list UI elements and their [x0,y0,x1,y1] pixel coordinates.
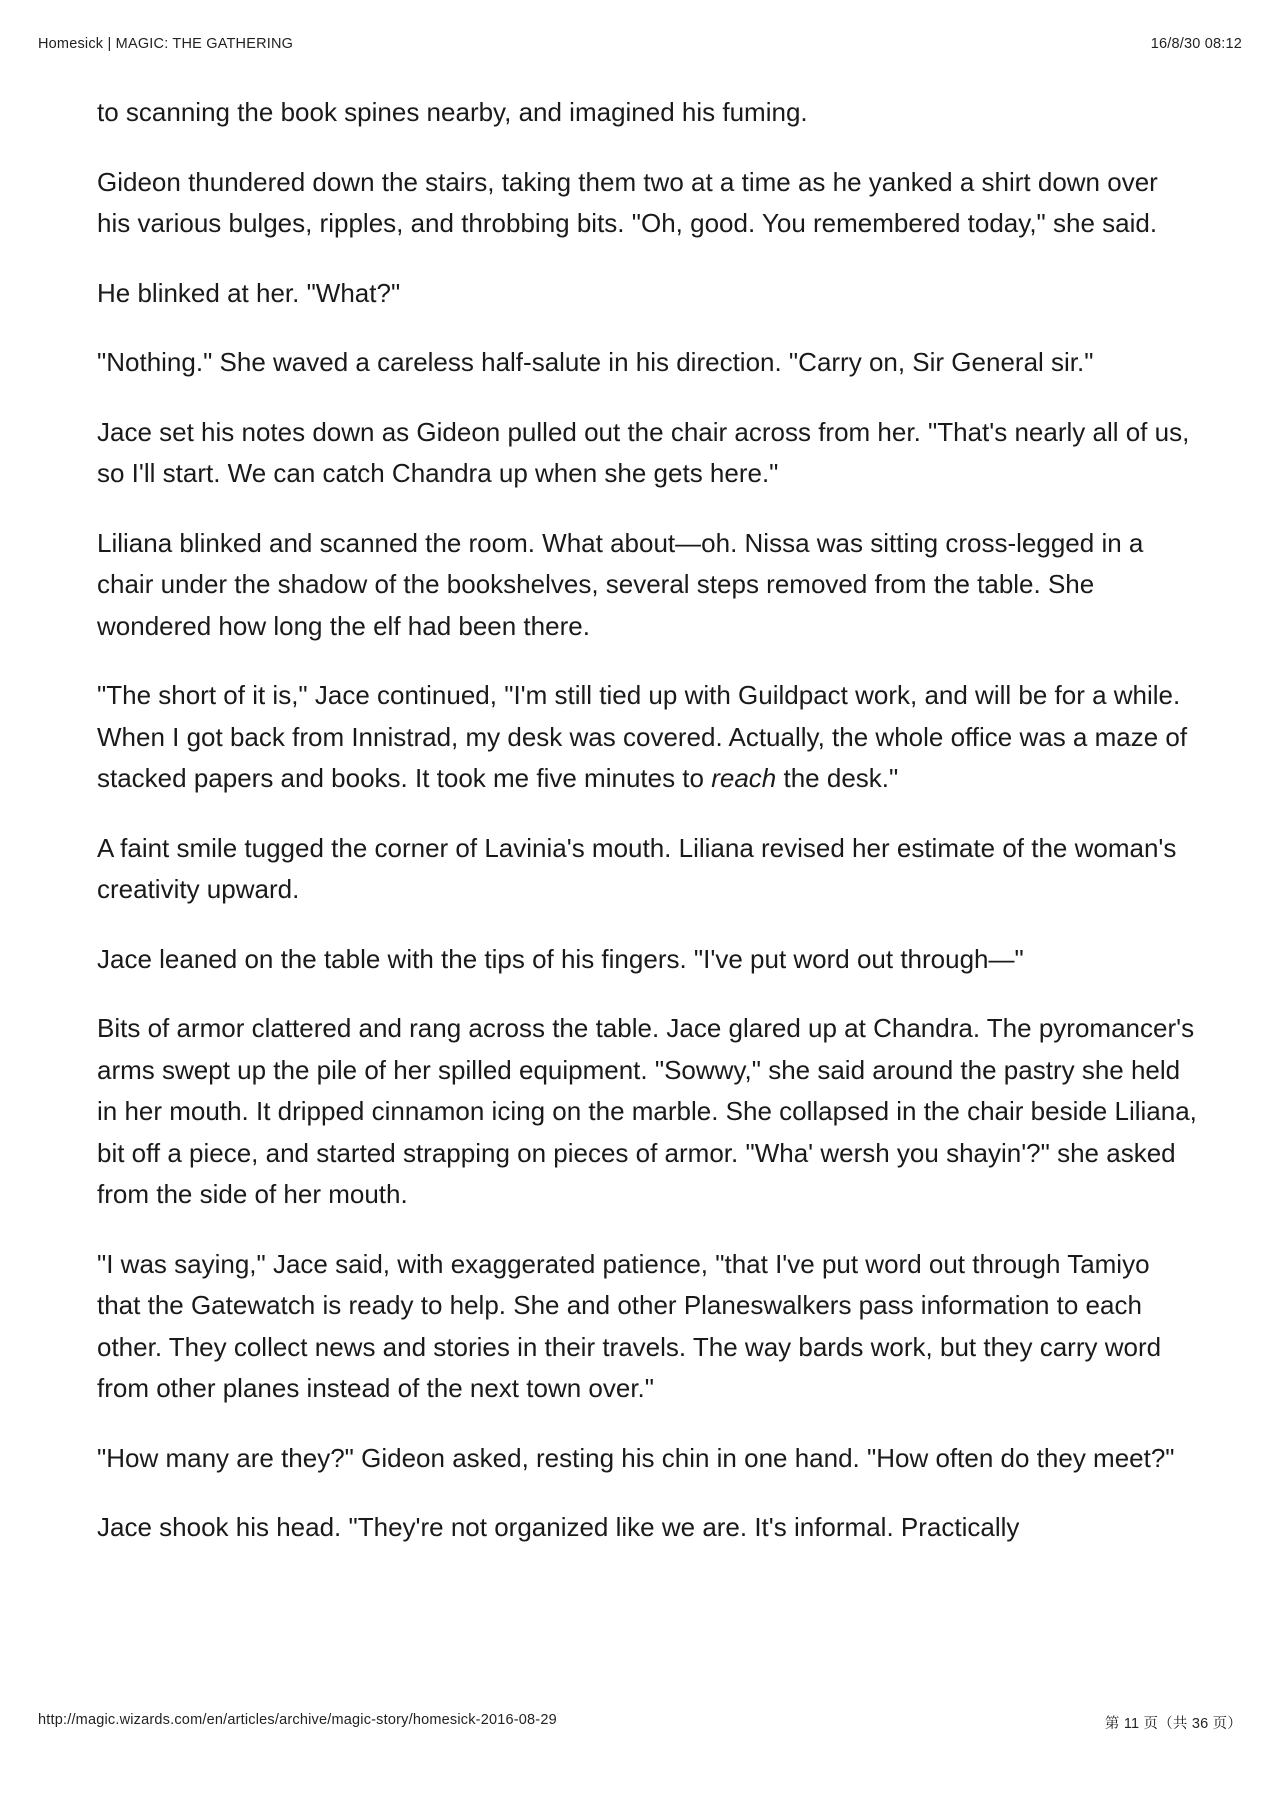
paragraph-text: Liliana blinked and scanned the room. What about—oh. Nissa was sitting cross-legged in a chair under the shadow of the bookshelves, several steps removed from the table. She wondered how long the elf had been there. [97,527,1144,641]
article-paragraph [97,92,1197,134]
article-paragraph [97,1008,1197,1216]
print-footer-url: http://magic.wizards.com/en/articles/archive/magic-story/homesick-2016-08-29 [38,1712,557,1728]
article-paragraph [97,162,1197,245]
article-paragraph [97,1507,1197,1549]
print-header-datetime: 16/8/30 08:12 [1150,36,1242,52]
article-paragraph [97,273,1197,315]
paragraph-text: Gideon thundered down the stairs, taking them two at a time as he yanked a shirt down over his various bulges, ripples, and throbbing bits. "Oh, good. You remembered today," she said. [97,166,1158,238]
paragraph-text: the desk." [776,763,899,793]
article-paragraph [97,828,1197,911]
paragraph-text: "Nothing." She waved a careless half-salute in his direction. "Carry on, Sir General sir." [97,347,1094,377]
paragraph-text: Bits of armor clattered and rang across the table. Jace glared up at Chandra. The pyromancer's arms swept up the pile of her spilled equipment. "Sowwy," she said around the pastry she held in her mouth. It dripped cinnamon icing on the marble. She collapsed in the chair beside Liliana, bit off a piece, and started strapping on pieces of armor. "Wha' wersh you shayin'?" she asked from the side of her mouth. [97,1013,1197,1209]
article-paragraph [97,1244,1197,1410]
emphasized-text: reach [711,763,777,793]
article-paragraph [97,675,1197,800]
paragraph-text: A faint smile tugged the corner of Lavinia's mouth. Liliana revised her estimate of the woman's creativity upward. [97,832,1177,904]
paragraph-text: He blinked at her. "What?" [97,277,401,308]
article-paragraph [97,1438,1197,1480]
paragraph-text: "The short of it is," Jace continued, "I'm still tied up with Guildpact work, and will be for a while. When I got back from Innistrad, my desk was covered. Actually, the whole office was a maze of stacked papers and books. It took me five minutes to [97,680,1188,793]
paragraph-text: Jace set his notes down as Gideon pulled out the chair across from her. "That's nearly all of us, so I'll start. We can catch Chandra up when she gets here." [97,416,1190,488]
print-footer-page-number: 第 11 页（共 36 页） [1104,1716,1242,1732]
article-paragraph [97,523,1197,648]
paragraph-text: Jace shook his head. "They're not organized like we are. It's informal. Practically [97,1512,1020,1542]
paragraph-text: to scanning the book spines nearby, and imagined his fuming. [97,97,808,127]
article-paragraph [97,412,1197,495]
article-paragraph [97,342,1197,384]
article-body [97,92,1197,1577]
paragraph-text: Jace leaned on the table with the tips of his fingers. "I've put word out through—" [97,943,1024,974]
paragraph-text: "I was saying," Jace said, with exaggerated patience, "that I've put word out through Tamiyo that the Gatewatch is ready to help. She and other Planeswalkers pass information to each other. They collect news and stories in their travels. The way bards work, but they carry word from other planes instead of the next town over." [97,1248,1162,1403]
print-header-title: Homesick | MAGIC: THE GATHERING [38,36,294,52]
paragraph-text: "How many are they?" Gideon asked, resting his chin in one hand. "How often do they meet?" [97,1442,1175,1473]
article-paragraph [97,939,1197,981]
